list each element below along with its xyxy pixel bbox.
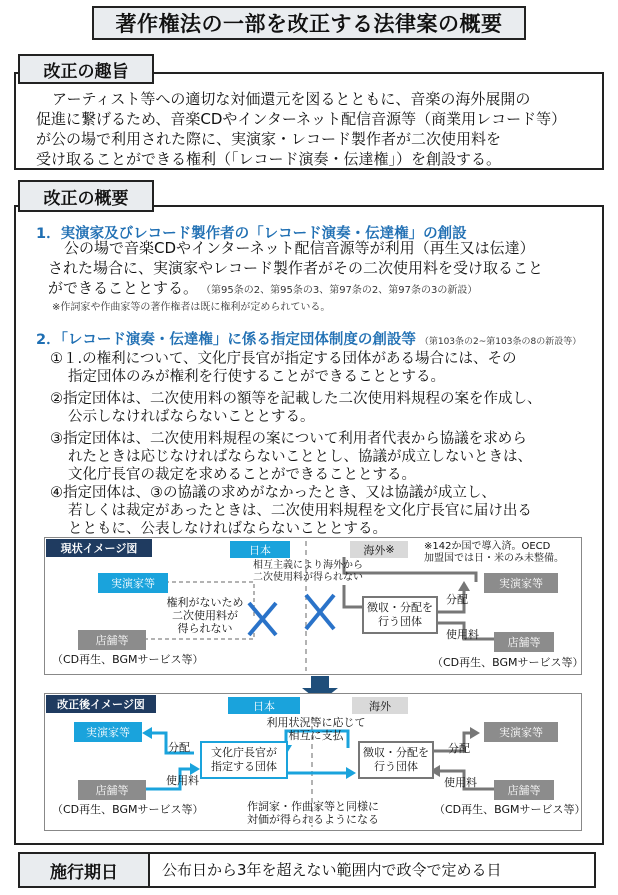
current-no-right-note — [160, 596, 250, 635]
current-fee: 使用料 — [446, 628, 479, 641]
designated-line: 文化庁長官が — [211, 746, 277, 759]
item1-line: された場合に、実演家やレコード製作者がその二次使用料を受け取ること — [48, 259, 544, 277]
purpose-line: アーティスト等への適切な対価還元を図るとともに、音楽の海外展開の — [52, 90, 531, 108]
note-line: 加盟国では日・米のみ未整備。 — [424, 553, 564, 564]
current-collecting-body — [362, 596, 438, 634]
after-fee-right: 使用料 — [444, 776, 477, 789]
item2-point-2 — [50, 390, 598, 426]
mutual-line: 相互に支払 — [288, 729, 344, 742]
designated-line: 指定する団体 — [211, 760, 277, 773]
current-shop-left: 店舗等 — [78, 630, 146, 650]
after-collecting-body — [358, 741, 434, 779]
point-line: 指定団体のみが権利を行使することができることとする。 — [68, 369, 445, 385]
purpose-text — [36, 89, 596, 169]
no-right-line: 二次使用料が — [172, 609, 238, 622]
point-line: れたときは応じなければならないこととし、協議が成立しないときは、 — [68, 449, 532, 465]
after-performer-right: 実演家等 — [484, 722, 558, 742]
after-designated-body — [200, 741, 288, 779]
after-shop-right-sub: （CD再生、BGMサービス等） — [434, 803, 586, 816]
item2-title: 2．「レコード演奏・伝達権」に係る指定団体制度の創設等 — [36, 332, 416, 348]
note-line: ※142か国で導入済。OECD — [424, 541, 551, 552]
no-right-line: 得られない — [177, 622, 233, 635]
purpose-line: 促進に繋げるため、音楽CDやインターネット配信音源等（商業用レコード等） — [36, 110, 567, 128]
point-line: ②指定団体は、二次使用料の額等を記載した二次使用料規程の案を作成し、 — [50, 391, 542, 407]
current-overseas-tag — [350, 541, 408, 558]
item1-title: 1．実演家及びレコード製作者の「レコード演奏・伝達権」の創設 — [36, 226, 467, 242]
collecting-line: 行う団体 — [378, 615, 422, 628]
overview-heading: 改正の概要 — [18, 180, 154, 212]
item1-note: ※作詞家や作曲家等の著作権者は既に権利が定められている。 — [52, 302, 331, 313]
effective-heading: 施行期日 — [18, 852, 150, 888]
effective-text: 公布日から3年を超えない範囲内で政令で定める日 — [162, 861, 502, 879]
after-shop-right: 店舗等 — [494, 780, 554, 800]
bottom-note-line: 作詞家・作曲家等と同様に — [247, 800, 379, 813]
point-line: 若しくは裁定があったときは、二次使用料規程を文化庁長官に届け出る — [68, 503, 532, 519]
purpose-line: が公の場で利用された際に、実演家・レコード製作者が二次使用料を — [36, 130, 502, 148]
after-fee-left: 使用料 — [166, 774, 199, 787]
point-line: 公示しなければならないこととする。 — [68, 409, 315, 425]
item2-title-row — [36, 328, 581, 349]
overseas-mark: ※ — [385, 543, 395, 556]
current-shop-right: 店舗等 — [494, 632, 554, 652]
after-shop-left: 店舗等 — [78, 780, 146, 800]
collecting-line: 徴収・分配を — [367, 601, 433, 614]
item2-ref: （第103条の2~第103条の8の新設等） — [419, 337, 582, 347]
collecting-line: 徴収・分配を — [363, 746, 429, 759]
after-bottom-note — [234, 800, 392, 826]
item2-point-3 — [50, 430, 598, 484]
current-reciprocity-note — [238, 560, 378, 584]
current-shop-left-sub: （CD再生、BGMサービス等） — [52, 653, 204, 666]
current-note — [424, 541, 584, 565]
item1-body — [48, 238, 596, 301]
after-diagram-label: 改正後イメージ図 — [46, 695, 156, 713]
no-right-line: 権利がないため — [166, 596, 244, 609]
after-overseas-tag: 海外 — [352, 697, 408, 714]
after-performer-left: 実演家等 — [74, 722, 142, 742]
after-distribution-right: 分配 — [448, 742, 470, 755]
item1-ref: （第95条の2、第95条の3、第97条の2、第97条の3の新設） — [206, 285, 478, 296]
purpose-heading: 改正の趣旨 — [18, 54, 154, 84]
collecting-line: 行う団体 — [374, 760, 418, 773]
reciprocity-line: 二次使用料が得られない — [253, 572, 363, 583]
reciprocity-line: 相互主義により海外から — [253, 560, 363, 571]
current-shop-right-sub: （CD再生、BGMサービス等） — [432, 656, 584, 669]
current-distribution: 分配 — [446, 593, 468, 606]
bottom-note-line: 対価が得られるようになる — [247, 813, 379, 826]
overseas-label: 海外 — [363, 543, 386, 557]
point-line: ③指定団体は、二次使用料規程の案について利用者代表から協議を求めら — [50, 431, 527, 447]
item2-point-1 — [50, 350, 598, 386]
purpose-line: 受け取ることができる権利（「レコード演奏・伝達権」）を創設する。 — [36, 150, 502, 168]
after-mutual-note — [256, 716, 376, 742]
after-japan-tag: 日本 — [228, 697, 300, 714]
after-shop-left-sub: （CD再生、BGMサービス等） — [52, 803, 204, 816]
mutual-line: 利用状況等に応じて — [266, 716, 366, 729]
item1-line: 公の場で音楽CDやインターネット配信音源等が利用（再生又は伝達） — [64, 239, 535, 257]
point-line: 文化庁長官の裁定を求めることができることとする。 — [68, 467, 416, 483]
item1-line: ができることとする。 — [48, 279, 199, 297]
point-line: ④指定団体は、③の協議の求めがなかったとき、又は協議が成立し、 — [50, 485, 496, 501]
item2-point-4 — [50, 484, 598, 538]
current-japan-tag: 日本 — [230, 541, 290, 558]
page-title: 著作権法の一部を改正する法律案の概要 — [92, 6, 526, 40]
point-line: ①１.の権利について、文化庁長官が指定する団体がある場合には、その — [50, 351, 517, 367]
current-performer-right: 実演家等 — [484, 573, 558, 593]
after-distribution-left: 分配 — [168, 741, 190, 754]
current-diagram-label: 現状イメージ図 — [46, 539, 152, 557]
current-performer-left: 実演家等 — [98, 573, 168, 593]
point-line: とともに、公表しなければならないこととする。 — [68, 521, 387, 537]
